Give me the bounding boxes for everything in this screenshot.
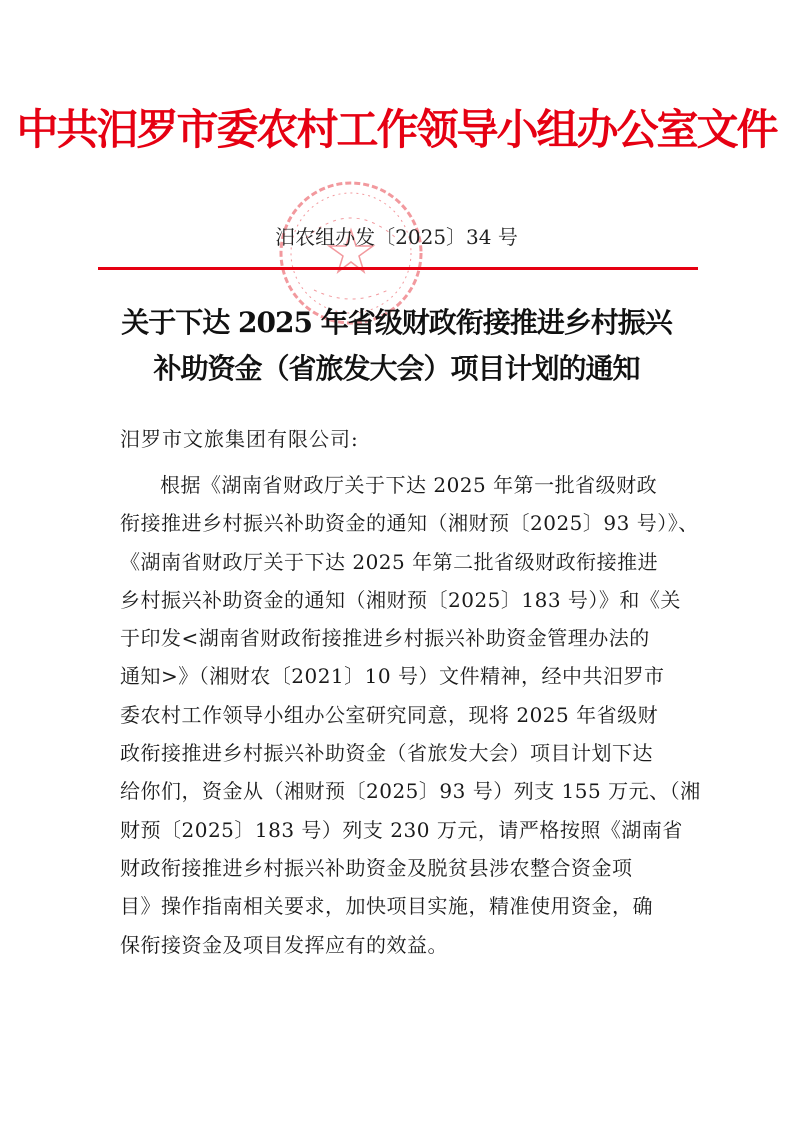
notice-title-line: 关于下达 2025 年省级财政衔接推进乡村振兴 xyxy=(121,306,672,339)
body-line: 衔接推进乡村振兴补助资金的通知（湘财预〔2025〕93 号）》、 xyxy=(120,511,699,536)
body-line: 财预〔2025〕183 号）列支 230 万元，请严格按照《湖南省 xyxy=(120,817,683,842)
body-line: 给你们，资金从（湘财预〔2025〕93 号）列支 155 万元、（湘 xyxy=(120,779,701,804)
body-line: 乡村振兴补助资金的通知（湘财预〔2025〕183 号）》和《关 xyxy=(120,587,681,612)
body-line: 通知>》（湘财农〔2021〕10 号）文件精神，经中共汨罗市 xyxy=(120,664,665,689)
body-line: 根据《湖南省财政厅关于下达 2025 年第一批省级财政 xyxy=(160,473,658,497)
body-line: 保衔接资金及项目发挥应有的效益。 xyxy=(120,932,448,957)
document-number: 汨农组办发〔2025〕34 号 xyxy=(275,225,518,249)
body-line: 于印发<湖南省财政衔接推进乡村振兴补助资金管理办法的 xyxy=(120,626,650,651)
body-line: 财政衔接推进乡村振兴补助资金及脱贫县涉农整合资金项 xyxy=(120,855,633,880)
notice-title xyxy=(0,300,793,392)
body-line: 《湖南省财政厅关于下达 2025 年第二批省级财政衔接推进 xyxy=(120,549,659,574)
notice-title-line: 补助资金（省旅发大会）项目计划的通知 xyxy=(153,352,640,385)
body-line: 政衔接推进乡村振兴补助资金（省旅发大会）项目计划下达 xyxy=(120,741,653,766)
body-line: 目》操作指南相关要求，加快项目实施，精准使用资金，确 xyxy=(120,894,653,919)
body-line: 委农村工作领导小组办公室研究同意，现将 2025 年省级财 xyxy=(120,702,659,727)
org-header-title: 中共汨罗市委农村工作领导小组办公室文件 xyxy=(16,105,777,154)
notice-body xyxy=(120,466,701,964)
addressee: 汨罗市文旅集团有限公司: xyxy=(120,427,359,451)
header-divider xyxy=(98,267,698,270)
